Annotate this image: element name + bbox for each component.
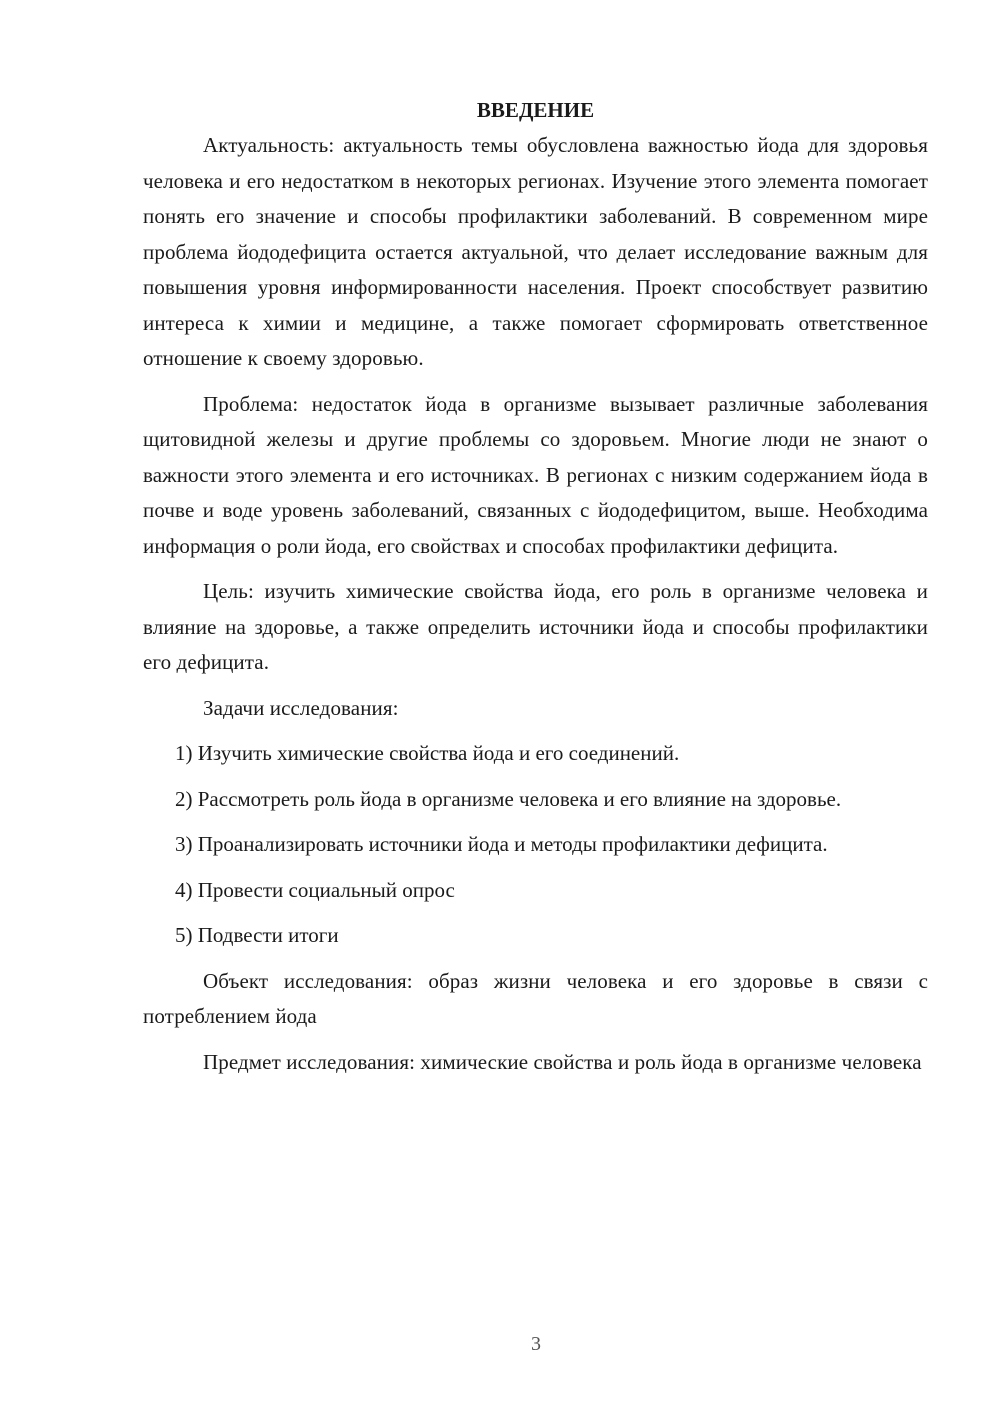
tasks-title: Задачи исследования: bbox=[203, 695, 399, 720]
goal-paragraph: Цель: изучить химические свойства йода, его роль в организме человека и влияние на здоровье, а также определить источники йода и способы профилактики его дефицита. bbox=[143, 579, 928, 674]
task-item-4: 4) Провести социальный опрос bbox=[175, 877, 455, 902]
subject-paragraph: Предмет исследования: химические свойства и роль йода в организме человека bbox=[203, 1049, 922, 1074]
task-item-1: 1) Изучить химические свойства йода и его соединений. bbox=[175, 741, 680, 765]
task-item-3: 3) Проанализировать источники йода и методы профилактики дефицита. bbox=[175, 832, 828, 856]
object-paragraph: Объект исследования: образ жизни человека и его здоровье в связи с потреблением йода bbox=[143, 968, 928, 1028]
page-title: ВВЕДЕНИЕ bbox=[476, 98, 595, 122]
page-number: 3 bbox=[531, 1333, 541, 1355]
document-page bbox=[143, 92, 928, 1090]
problem-paragraph: Проблема: недостаток йода в организме вызывает различные заболевания щитовидной железы и другие проблемы со здоровьем. Многие люди не знают о важности этого элемента и его источниках. В регионах с низким содержанием йода в почве и воде уровень заболеваний, связанных с йододефицитом, выше. Необходима информация о роли йода, его свойствах и способах профилактики дефицита. bbox=[143, 391, 928, 558]
task-item-2: 2) Рассмотреть роль йода в организме человека и его влияние на здоровье. bbox=[175, 786, 842, 811]
relevance-paragraph: Актуальность: актуальность темы обусловлена важностью йода для здоровья человека и его недостатком в некоторых регионах. Изучение этого элемента помогает понять его значение и способы профилактики заболеваний. В современном мире проблема йододефицита остается актуальной, что делает исследование важным для повышения уровня информированности населения. Проект способствует развитию интереса к химии и медицине, а также помогает сформировать ответственное отношение к своему здоровью. bbox=[143, 133, 928, 370]
task-item-5: 5) Подвести итоги bbox=[175, 923, 339, 947]
